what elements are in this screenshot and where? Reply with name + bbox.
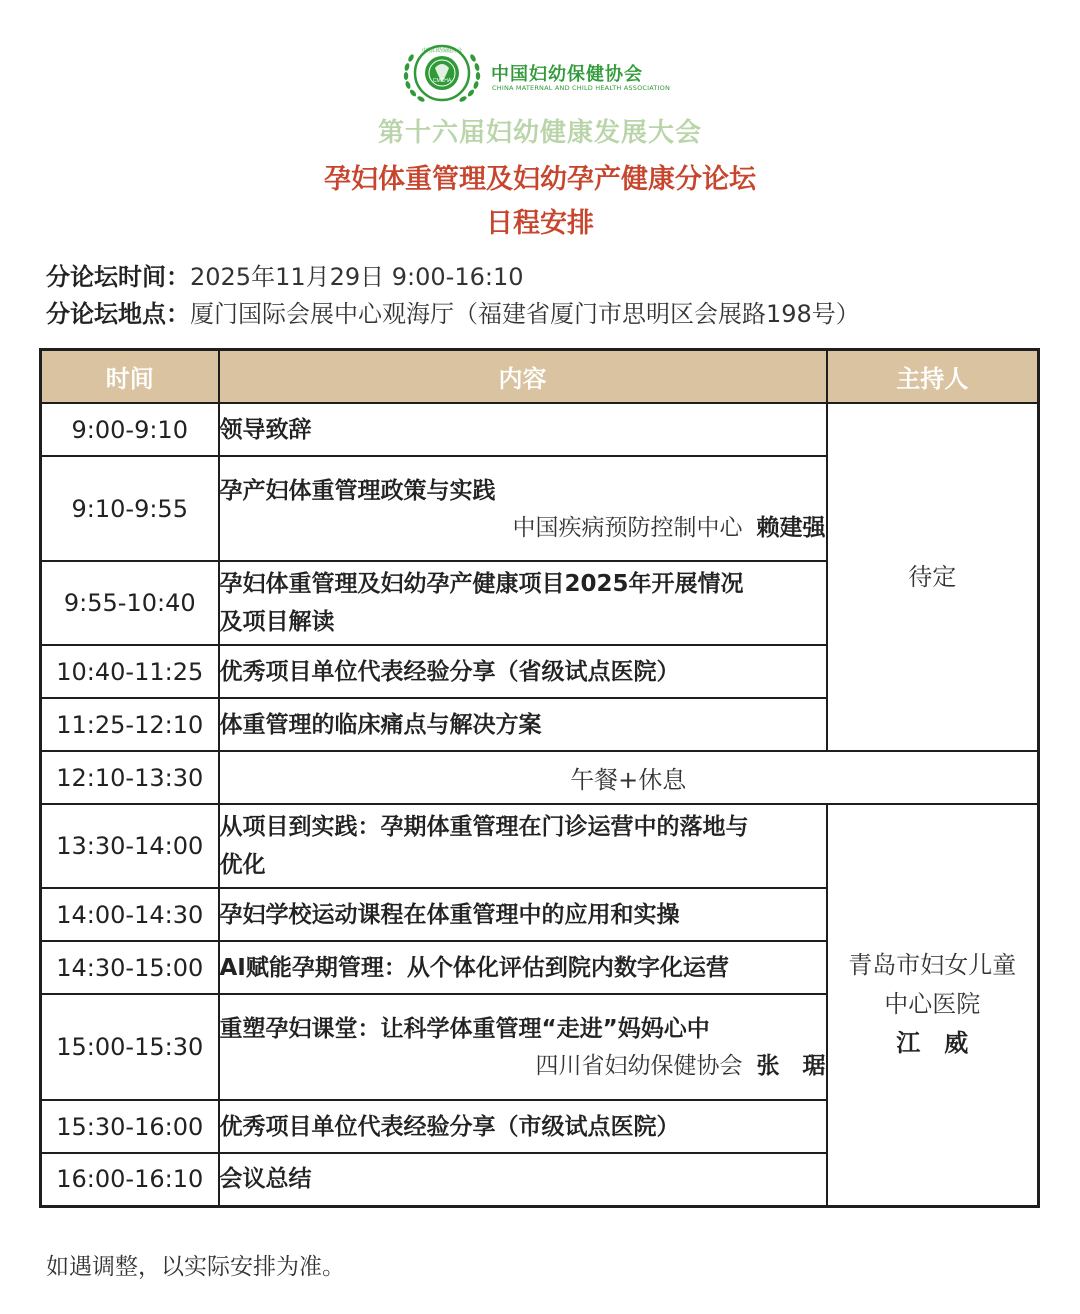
header-content: 内容: [219, 350, 827, 404]
row-title: 孕妇学校运动课程在体重管理中的应用和实操: [219, 901, 680, 928]
row-title: 优秀项目单位代表经验分享（市级试点医院）: [219, 1113, 680, 1140]
row-title: 领导致辞: [219, 416, 312, 443]
row-time: 9:10-9:55: [41, 456, 219, 561]
row-time: 12:10-13:30: [41, 751, 219, 804]
table-row-break: [41, 751, 1039, 804]
speaker-org: 中国疾病预防控制中心: [512, 514, 743, 541]
congress-title: 第十六届妇幼健康发展大会: [377, 118, 702, 148]
header-host: 主持人: [827, 350, 1039, 404]
host-org-line1: 青岛市妇女儿童: [848, 951, 1017, 980]
table-header-row: [41, 350, 1039, 404]
row-content: [219, 456, 827, 561]
org-name-en: CHINA MATERNAL AND CHILD HEALTH ASSOCIATION: [492, 84, 671, 92]
forum-place-label: 分论坛地点：: [46, 300, 190, 328]
row-content: [219, 645, 827, 698]
row-content: [219, 1153, 827, 1206]
row-content: [219, 994, 827, 1100]
table-row: [41, 804, 1039, 888]
speaker-org: 四川省妇幼保健协会: [535, 1053, 743, 1079]
logo-abbr: CMCHA: [432, 78, 452, 84]
row-title: 体重管理的临床痛点与解决方案: [219, 711, 542, 738]
row-time: 14:30-15:00: [41, 941, 219, 994]
row-time: 15:30-16:00: [41, 1100, 219, 1153]
row-time: 15:00-15:30: [41, 994, 219, 1100]
row-title: 优秀项目单位代表经验分享（省级试点医院）: [219, 658, 680, 685]
org-name-cn: 中国妇幼保健协会: [491, 64, 643, 85]
forum-title: 孕妇体重管理及妇幼孕产健康分论坛: [324, 164, 756, 195]
row-title-line1: 从项目到实践：孕期体重管理在门诊运营中的落地与: [219, 814, 749, 840]
row-time: 10:40-11:25: [41, 645, 219, 698]
cmcha-logo-icon: [397, 38, 487, 110]
speaker-name: 赖建强: [756, 514, 826, 541]
row-time: 13:30-14:00: [41, 804, 219, 888]
row-title-line1: 孕妇体重管理及妇幼孕产健康项目2025年开展情况: [219, 571, 744, 597]
row-title: AI赋能孕期管理：从个体化评估到院内数字化运营: [219, 954, 729, 981]
row-content: [219, 941, 827, 994]
host-org-line2: 中心医院: [884, 990, 981, 1019]
row-content: [219, 403, 827, 456]
row-content: [219, 561, 827, 645]
row-content: [219, 1100, 827, 1153]
schedule-title: 日程安排: [486, 208, 594, 239]
row-title: 孕产妇体重管理政策与实践: [219, 477, 496, 504]
header-time: 时间: [41, 350, 219, 404]
agenda-table: [39, 348, 1040, 1208]
row-speaker: [220, 1048, 826, 1084]
row-time: 9:55-10:40: [41, 561, 219, 645]
row-title-line2: 及项目解读: [219, 609, 335, 635]
row-time: 14:00-14:30: [41, 888, 219, 941]
row-content: [219, 698, 827, 751]
footer-note: 如遇调整，以实际安排为准。: [46, 1254, 345, 1280]
row-time: 11:25-12:10: [41, 698, 219, 751]
forum-time-value: 2025年11月29日 9:00-16:10: [190, 263, 524, 291]
logo-ring-text: 中国妇幼保健协会: [421, 48, 463, 54]
forum-place: [46, 294, 860, 329]
table-row: [41, 403, 1039, 456]
lunch-break: 午餐+休息: [219, 751, 1039, 804]
forum-place-value: 厦门国际会展中心观海厅（福建省厦门市思明区会展路198号）: [190, 300, 860, 328]
host-name: 江 威: [896, 1029, 969, 1058]
row-content: [219, 888, 827, 941]
row-time: 9:00-9:10: [41, 403, 219, 456]
row-title-line2: 优化: [219, 852, 266, 878]
host-afternoon: [827, 804, 1039, 1206]
forum-time: [46, 257, 524, 292]
row-content: [219, 804, 827, 888]
host-morning: 待定: [827, 403, 1039, 751]
row-time: 16:00-16:10: [41, 1153, 219, 1206]
row-speaker: [220, 510, 826, 546]
row-title: 会议总结: [219, 1166, 312, 1193]
forum-time-label: 分论坛时间：: [46, 263, 190, 291]
row-title: 重塑孕妇课堂：让科学体重管理“走进”妈妈心中: [219, 1016, 710, 1042]
speaker-name: 张 琚: [756, 1053, 826, 1079]
